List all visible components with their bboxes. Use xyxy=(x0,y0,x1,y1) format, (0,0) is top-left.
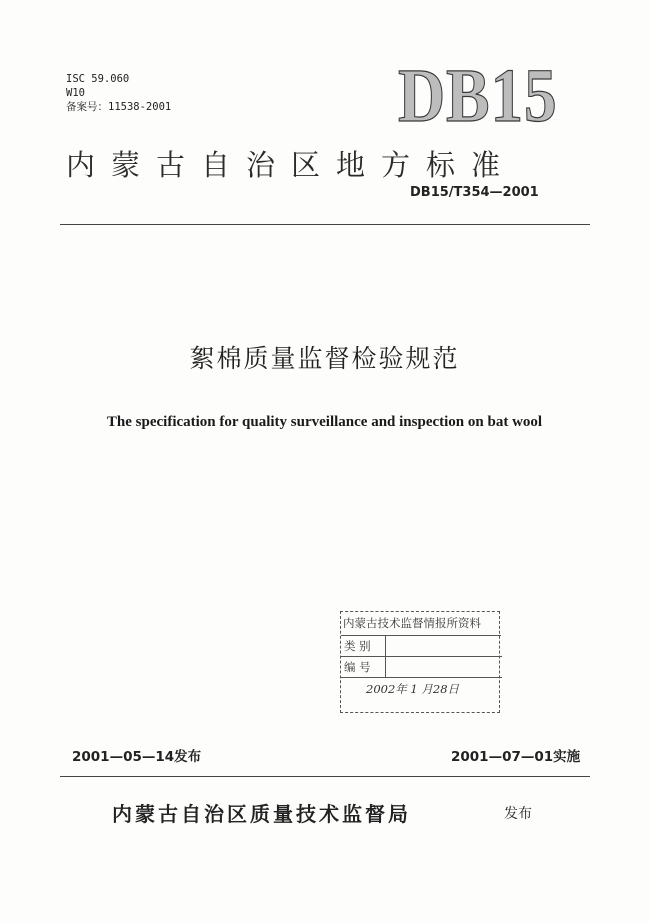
issue-label: 发布 xyxy=(504,806,532,822)
classification-block xyxy=(66,72,171,114)
document-title-english: The specification for quality surveillance and inspection on bat wool xyxy=(106,414,543,430)
standard-type-heading: 内蒙古自治区地方标准 xyxy=(66,148,517,182)
filing-number: 备案号：11538-2001 xyxy=(66,101,172,113)
db15-logo: DB15 xyxy=(398,54,558,138)
ics-code: ISC 59.060 xyxy=(66,73,130,85)
document-title-chinese: 絮棉质量监督检验规范 xyxy=(189,344,460,373)
implementation-date: 2001—07—01实施 xyxy=(451,749,581,765)
stamp-header: 内蒙古技术监督情报所资料 xyxy=(341,612,501,636)
library-stamp xyxy=(340,611,500,713)
top-divider xyxy=(60,224,590,225)
bottom-divider xyxy=(60,776,590,777)
stamp-number-label: 编 号 xyxy=(341,657,502,678)
issue-date: 2001—05—14发布 xyxy=(72,749,202,765)
standard-code: DB15/T354—2001 xyxy=(410,185,539,200)
stamp-column-divider xyxy=(385,636,386,678)
stamp-date: 2002年 1 月28日 xyxy=(366,682,460,696)
issuing-authority: 内蒙古自治区质量技术监督局 xyxy=(112,802,411,826)
stamp-category-label: 类 别 xyxy=(341,636,502,657)
ccs-code: W10 xyxy=(66,87,85,99)
